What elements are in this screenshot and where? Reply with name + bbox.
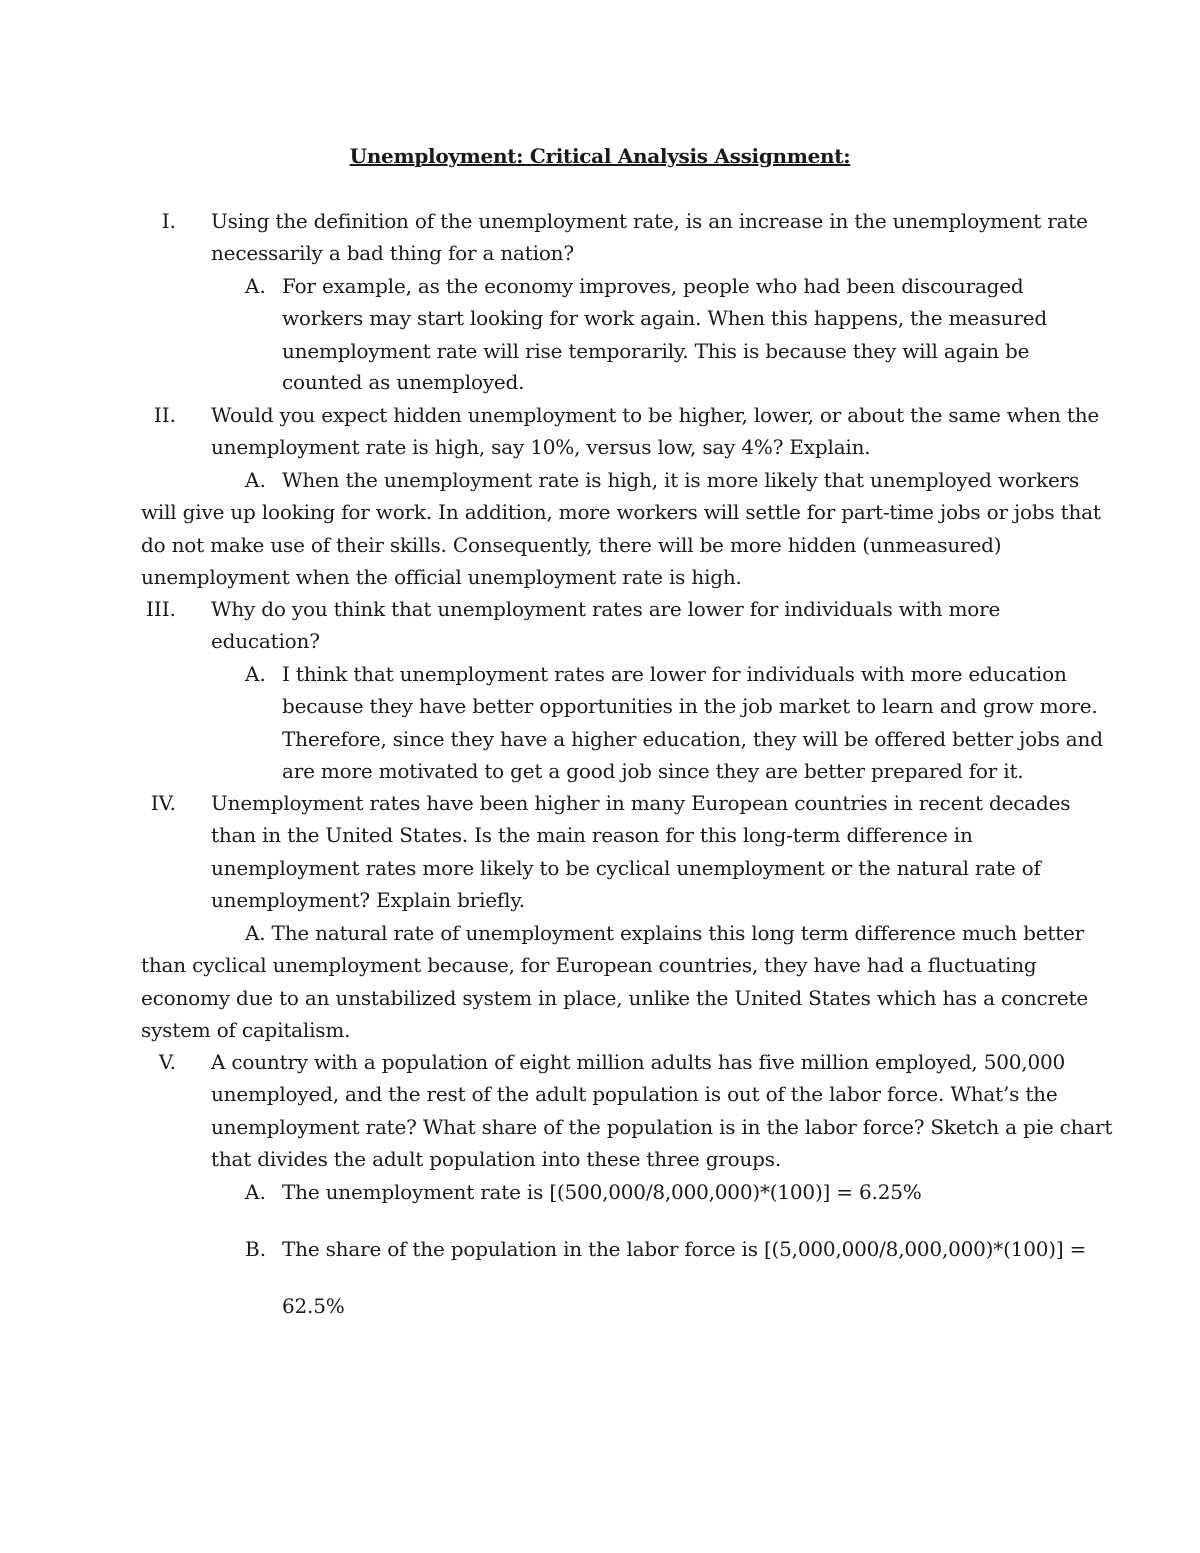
answer-text-line: economy due to an unstabilized system in place, unlike the United States which has a concrete	[141, 986, 1088, 1010]
question-number: IV.	[150, 791, 176, 815]
question-text-line: Would you expect hidden unemployment to be higher, lower, or about the same when the	[211, 403, 1100, 427]
answer-text-line: than cyclical unemployment because, for European countries, they have had a fluctuating	[141, 953, 1037, 977]
answer-text-line: For example, as the economy improves, people who had been discouraged	[282, 274, 1024, 298]
question-text-line: necessarily a bad thing for a nation?	[211, 241, 574, 265]
answer-text-line: unemployment rate will rise temporarily. This is because they will again be	[282, 339, 1030, 363]
question-text-line: unemployment rates more likely to be cyclical unemployment or the natural rate of	[211, 856, 1041, 880]
question-number: V.	[158, 1050, 176, 1074]
answer-text-line: Therefore, since they have a higher education, they will be offered better jobs and	[282, 727, 1103, 751]
answer-text-line: counted as unemployed.	[282, 370, 525, 394]
answer-text-line: A. The natural rate of unemployment explains this long term difference much better	[245, 921, 1085, 945]
answer-text-line: 62.5%	[282, 1294, 345, 1318]
question-text-line: that divides the adult population into these three groups.	[211, 1147, 782, 1171]
document-title: Unemployment: Critical Analysis Assignment:	[349, 144, 851, 168]
question-text-line: unemployment? Explain briefly.	[211, 888, 525, 912]
question-number: III.	[145, 597, 176, 621]
answer-label: B.	[245, 1237, 267, 1261]
answer-text-line: The share of the population in the labor force is [(5,000,000/8,000,000)*(100)] =	[282, 1237, 1087, 1261]
answer-label: A.	[245, 274, 266, 298]
answer-text-line: workers may start looking for work again. When this happens, the measured	[282, 306, 1047, 330]
answer-text-line: I think that unemployment rates are lower for individuals with more education	[282, 662, 1067, 686]
answer-label: A.	[245, 468, 266, 492]
question-text-line: unemployment rate? What share of the population is in the labor force? Sketch a pie chart	[211, 1115, 1113, 1139]
answer-label: A.	[245, 662, 266, 686]
answer-text-line: unemployment when the official unemployment rate is high.	[141, 565, 742, 589]
answer-text-line: because they have better opportunities in the job market to learn and grow more.	[282, 694, 1098, 718]
question-text-line: unemployed, and the rest of the adult population is out of the labor force. What’s the	[211, 1082, 1058, 1106]
question-text-line: unemployment rate is high, say 10%, versus low, say 4%? Explain.	[211, 435, 871, 459]
answer-text-line: The unemployment rate is [(500,000/8,000,000)*(100)] = 6.25%	[282, 1180, 922, 1204]
question-number: I.	[161, 209, 176, 233]
question-text-line: Using the definition of the unemployment rate, is an increase in the unemployment rate	[211, 209, 1088, 233]
question-text-line: Unemployment rates have been higher in many European countries in recent decades	[211, 791, 1071, 815]
answer-text-line: are more motivated to get a good job since they are better prepared for it.	[282, 759, 1024, 783]
answer-text-line: will give up looking for work. In addition, more workers will settle for part-time jobs or jobs that	[141, 500, 1101, 524]
answer-text-line: When the unemployment rate is high, it is more likely that unemployed workers	[282, 468, 1080, 492]
answer-text-line: do not make use of their skills. Consequently, there will be more hidden (unmeasured)	[141, 533, 1002, 557]
question-text-line: education?	[211, 629, 320, 653]
question-text-line: Why do you think that unemployment rates are lower for individuals with more	[211, 597, 1001, 621]
answer-text-line: system of capitalism.	[141, 1018, 351, 1042]
question-text-line: than in the United States. Is the main reason for this long-term difference in	[211, 823, 973, 847]
question-number: II.	[153, 403, 176, 427]
answer-label: A.	[245, 1180, 266, 1204]
question-text-line: A country with a population of eight million adults has five million employed, 500,000	[211, 1050, 1066, 1074]
